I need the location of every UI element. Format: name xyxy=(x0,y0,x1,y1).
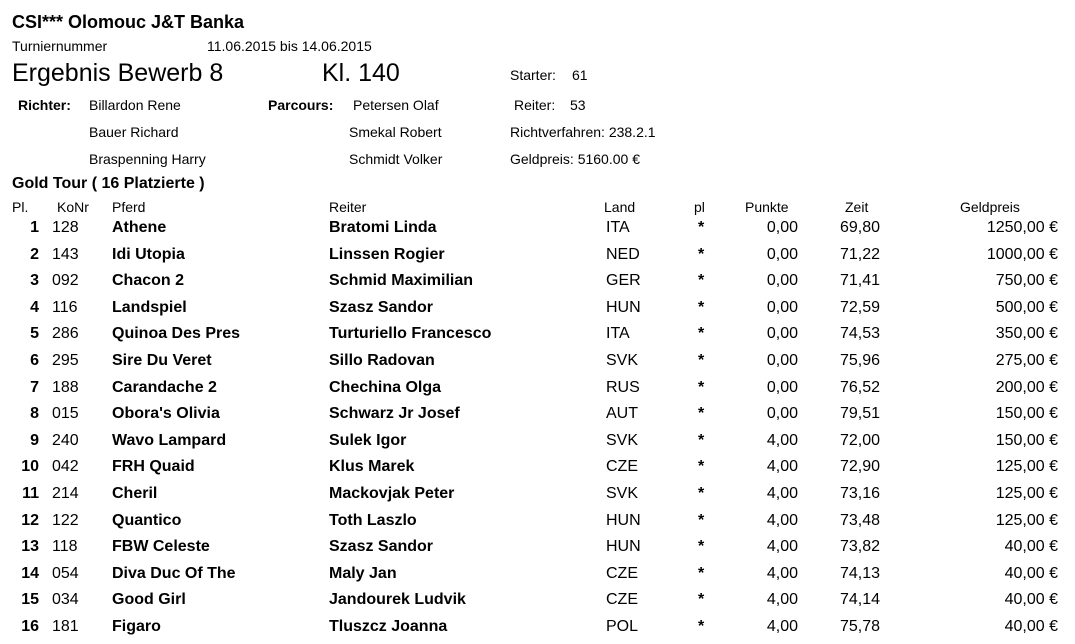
rider-name: Bratomi Linda xyxy=(329,219,437,236)
kopfnummer: 015 xyxy=(52,405,79,423)
placed-marker: * xyxy=(698,431,705,449)
placing: 13 xyxy=(21,538,39,556)
rider-name: Mackovjak Peter xyxy=(329,485,455,502)
rider-name: Klus Marek xyxy=(329,458,415,476)
rider-name: Turturiello Francesco xyxy=(329,325,492,343)
placed-marker: * xyxy=(698,272,705,290)
placing: 8 xyxy=(30,405,39,423)
reiter-count-label: Reiter: xyxy=(514,97,556,113)
section-title: Gold Tour ( 16 Platzierte ) xyxy=(12,175,205,192)
competition-title: Ergebnis Bewerb 8 xyxy=(12,59,224,87)
table-row xyxy=(0,379,1075,405)
country: AUT xyxy=(606,405,638,423)
col-header-pl2: pl xyxy=(694,199,705,215)
time: 74,13 xyxy=(839,564,880,582)
reiter-count-value: 53 xyxy=(570,97,586,113)
horse-name: Athene xyxy=(112,219,167,236)
kopfnummer: 214 xyxy=(52,485,79,502)
prize-money: 500,00 € xyxy=(995,298,1058,316)
prize-money: 150,00 € xyxy=(995,431,1058,449)
kopfnummer: 188 xyxy=(52,378,79,396)
table-row xyxy=(0,272,1075,298)
table-row xyxy=(0,485,1075,511)
horse-name: Idi Utopia xyxy=(112,245,185,263)
kopfnummer: 092 xyxy=(52,272,79,290)
kopfnummer: 181 xyxy=(52,618,79,635)
prize-money: 40,00 € xyxy=(1004,538,1058,556)
rider-name: Sulek Igor xyxy=(329,431,407,449)
rider-name: Szasz Sandor xyxy=(329,298,434,316)
country: ITA xyxy=(606,325,630,343)
parcours-name: Schmidt Volker xyxy=(349,151,443,167)
class-label: Kl. 140 xyxy=(322,59,400,87)
country: HUN xyxy=(606,511,641,529)
time: 72,59 xyxy=(839,298,880,316)
placing: 11 xyxy=(22,485,39,502)
placed-marker: * xyxy=(698,485,705,502)
horse-name: FBW Celeste xyxy=(112,538,210,556)
country: ITA xyxy=(606,219,630,236)
placing: 5 xyxy=(30,325,39,343)
kopfnummer: 034 xyxy=(52,591,79,609)
prize-money: 40,00 € xyxy=(1004,591,1058,609)
richter-label: Richter: xyxy=(18,97,71,113)
kopfnummer: 042 xyxy=(52,458,79,476)
time: 79,51 xyxy=(839,405,880,423)
table-row xyxy=(0,432,1075,458)
time: 76,52 xyxy=(839,378,880,396)
penalty-points: 4,00 xyxy=(766,458,798,476)
placing: 9 xyxy=(30,431,39,449)
penalty-points: 0,00 xyxy=(766,245,798,263)
rider-name: Maly Jan xyxy=(329,564,397,582)
placed-marker: * xyxy=(698,405,705,423)
horse-name: FRH Quaid xyxy=(112,458,195,476)
penalty-points: 4,00 xyxy=(766,485,798,502)
col-header-geldpreis: Geldpreis xyxy=(960,199,1020,215)
placed-marker: * xyxy=(698,591,705,609)
table-row xyxy=(0,512,1075,538)
horse-name: Good Girl xyxy=(112,591,186,609)
placing: 12 xyxy=(21,511,39,529)
col-header-punkte: Punkte xyxy=(745,199,789,215)
table-row xyxy=(0,325,1075,351)
placing: 2 xyxy=(30,245,39,263)
prize-money: 125,00 € xyxy=(995,485,1058,502)
kopfnummer: 143 xyxy=(52,245,79,263)
prize-money: 40,00 € xyxy=(1004,564,1058,582)
rider-name: Sillo Radovan xyxy=(329,352,435,369)
placing: 1 xyxy=(30,219,39,236)
parcours-name: Smekal Robert xyxy=(349,124,442,140)
rider-name: Jandourek Ludvik xyxy=(329,591,466,609)
penalty-points: 0,00 xyxy=(766,378,798,396)
table-row xyxy=(0,352,1075,378)
horse-name: Quinoa Des Pres xyxy=(112,325,241,343)
kopfnummer: 054 xyxy=(52,564,79,582)
prize-money: 275,00 € xyxy=(995,352,1058,369)
penalty-points: 4,00 xyxy=(766,431,798,449)
placing: 16 xyxy=(21,618,39,635)
kopfnummer: 118 xyxy=(52,538,78,556)
table-row xyxy=(0,565,1075,591)
kopfnummer: 122 xyxy=(52,511,79,529)
placed-marker: * xyxy=(698,538,705,556)
rider-name: Chechina Olga xyxy=(329,378,442,396)
prize-money: 40,00 € xyxy=(1004,618,1058,635)
rider-name: Tluszcz Joanna xyxy=(329,618,448,635)
placing: 14 xyxy=(21,564,39,582)
penalty-points: 0,00 xyxy=(766,405,798,423)
richter-name: Braspenning Harry xyxy=(89,151,206,167)
col-header-zeit: Zeit xyxy=(845,199,869,215)
horse-name: Figaro xyxy=(112,618,161,635)
time: 72,90 xyxy=(839,458,880,476)
country: CZE xyxy=(606,591,638,609)
penalty-points: 4,00 xyxy=(766,538,798,556)
rider-name: Linssen Rogier xyxy=(329,245,445,263)
richter-name: Billardon Rene xyxy=(89,97,181,113)
placing: 10 xyxy=(21,458,39,476)
kopfnummer: 295 xyxy=(52,352,79,369)
horse-name: Sire Du Veret xyxy=(112,352,212,369)
starter-value: 61 xyxy=(572,67,588,83)
penalty-points: 4,00 xyxy=(766,564,798,582)
time: 75,96 xyxy=(839,352,880,369)
prize-money: 150,00 € xyxy=(995,405,1058,423)
horse-name: Quantico xyxy=(112,511,182,529)
penalty-points: 4,00 xyxy=(766,511,798,529)
horse-name: Carandache 2 xyxy=(112,378,217,396)
rider-name: Toth Laszlo xyxy=(329,511,417,529)
time: 69,80 xyxy=(839,219,880,236)
country: NED xyxy=(606,245,640,263)
country: CZE xyxy=(606,458,638,476)
starter-label: Starter: xyxy=(510,67,556,83)
placing: 15 xyxy=(21,591,39,609)
col-header-pferd: Pferd xyxy=(112,199,146,215)
penalty-points: 0,00 xyxy=(766,352,798,369)
rider-name: Szasz Sandor xyxy=(329,538,434,556)
prize-money: 350,00 € xyxy=(995,325,1058,343)
placing: 4 xyxy=(30,298,39,316)
rider-name: Schmid Maximilian xyxy=(329,272,474,290)
placed-marker: * xyxy=(698,298,705,316)
table-row xyxy=(0,299,1075,325)
placed-marker: * xyxy=(698,511,705,529)
prize-money: 125,00 € xyxy=(995,511,1058,529)
country: HUN xyxy=(606,298,641,316)
kopfnummer: 240 xyxy=(52,431,79,449)
prize-money: 1000,00 € xyxy=(986,245,1058,263)
prize-money: 750,00 € xyxy=(995,272,1058,290)
placed-marker: * xyxy=(698,325,705,343)
placed-marker: * xyxy=(698,352,705,369)
table-row xyxy=(0,405,1075,431)
richter-name: Bauer Richard xyxy=(89,124,179,140)
horse-name: Landspiel xyxy=(112,298,187,316)
parcours-label: Parcours: xyxy=(268,97,334,113)
horse-name: Chacon 2 xyxy=(112,272,185,290)
placing: 3 xyxy=(30,272,39,290)
richtverfahren: Richtverfahren: 238.2.1 xyxy=(510,124,656,140)
time: 71,22 xyxy=(839,245,880,263)
event-dates: 11.06.2015 bis 14.06.2015 xyxy=(207,38,372,54)
country: SVK xyxy=(606,352,639,369)
horse-name: Wavo Lampard xyxy=(112,431,227,449)
prize-money: 125,00 € xyxy=(995,458,1058,476)
country: RUS xyxy=(606,378,640,396)
parcours-name: Petersen Olaf xyxy=(353,97,439,113)
horse-name: Cheril xyxy=(112,485,158,502)
time: 73,48 xyxy=(839,511,880,529)
table-row xyxy=(0,219,1075,245)
penalty-points: 0,00 xyxy=(766,219,798,236)
kopfnummer: 128 xyxy=(52,219,79,236)
time: 71,41 xyxy=(839,272,880,290)
time: 72,00 xyxy=(839,431,880,449)
turniernummer-label: Turniernummer xyxy=(12,38,108,54)
country: POL xyxy=(606,618,639,635)
placed-marker: * xyxy=(698,245,705,263)
placed-marker: * xyxy=(698,618,705,635)
table-row xyxy=(0,246,1075,272)
kopfnummer: 286 xyxy=(52,325,79,343)
col-header-reiter: Reiter xyxy=(329,199,367,215)
col-header-pl: Pl. xyxy=(12,199,29,215)
table-row xyxy=(0,458,1075,484)
col-header-konr: KoNr xyxy=(57,199,89,215)
placed-marker: * xyxy=(698,458,705,476)
country: HUN xyxy=(606,538,641,556)
rider-name: Schwarz Jr Josef xyxy=(329,405,460,423)
prize-money: 200,00 € xyxy=(995,378,1058,396)
time: 74,53 xyxy=(839,325,880,343)
horse-name: Diva Duc Of The xyxy=(112,564,236,582)
table-row xyxy=(0,538,1075,564)
table-row xyxy=(0,591,1075,617)
time: 73,82 xyxy=(839,538,880,556)
penalty-points: 4,00 xyxy=(766,618,798,635)
geldpreis-total: Geldpreis: 5160.00 € xyxy=(510,151,640,167)
placed-marker: * xyxy=(698,564,705,582)
placed-marker: * xyxy=(698,378,705,396)
country: GER xyxy=(606,272,641,290)
time: 73,16 xyxy=(839,485,880,502)
time: 74,14 xyxy=(839,591,880,609)
table-row xyxy=(0,618,1075,644)
placing: 6 xyxy=(30,352,39,369)
placed-marker: * xyxy=(698,219,705,236)
country: CZE xyxy=(606,564,638,582)
col-header-land: Land xyxy=(604,199,636,215)
horse-name: Obora's Olivia xyxy=(112,405,220,423)
event-title: CSI*** Olomouc J&T Banka xyxy=(12,12,245,32)
penalty-points: 0,00 xyxy=(766,325,798,343)
time: 75,78 xyxy=(839,618,880,635)
prize-money: 1250,00 € xyxy=(986,219,1058,236)
placing: 7 xyxy=(30,378,39,396)
kopfnummer: 116 xyxy=(52,298,78,316)
country: SVK xyxy=(606,485,639,502)
penalty-points: 0,00 xyxy=(766,272,798,290)
penalty-points: 0,00 xyxy=(766,298,798,316)
country: SVK xyxy=(606,431,639,449)
penalty-points: 4,00 xyxy=(766,591,798,609)
